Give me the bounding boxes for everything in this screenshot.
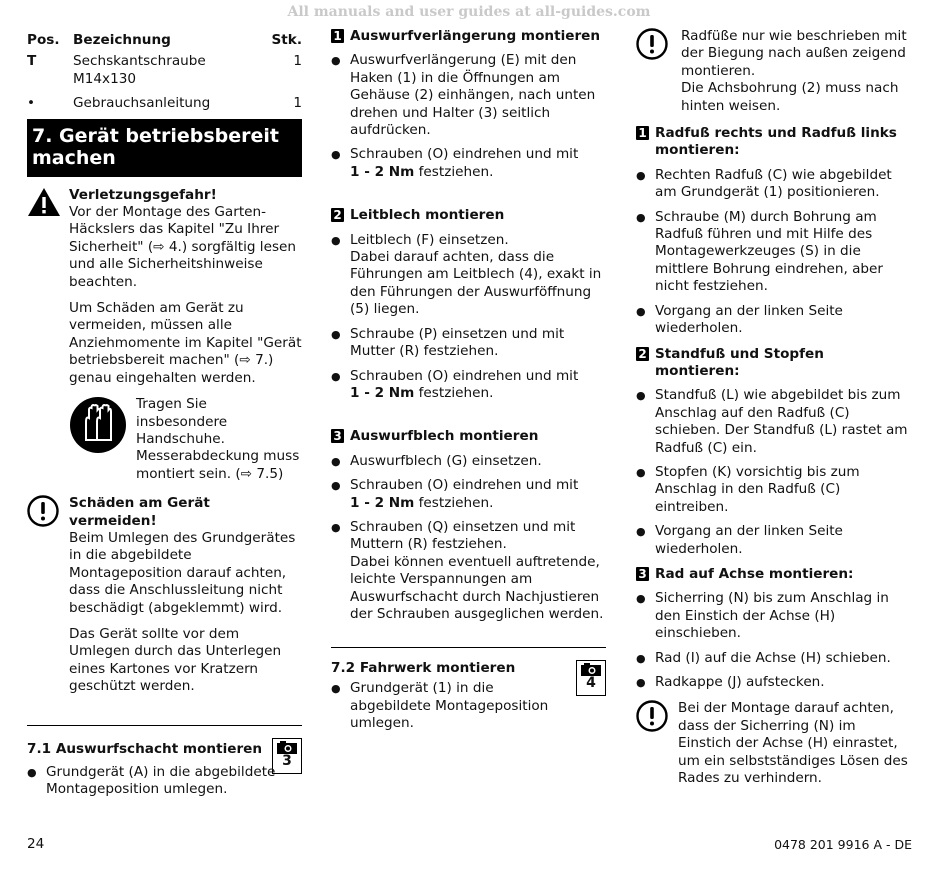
bullet: ● [636, 651, 646, 665]
bullet-text: Schrauben (O) eindrehen und mit [350, 367, 579, 384]
parts-table [27, 32, 302, 113]
list-item [636, 209, 910, 296]
bullet-text: Schrauben (O) eindrehen und mit [350, 477, 579, 494]
list-item [636, 523, 910, 558]
bullet-text: Standfuß (L) wie abgebildet bis zum Anschlag auf den Radfuß (C) schieben. Der Standfuß (L) rastet am Radfuß (C) ein. [655, 387, 908, 456]
section-heading [331, 207, 606, 224]
note-text: Bei der Montage darauf achten, dass der Sicherring (N) im Einstich der Achse (H) einrastet, um ein selbstständiges Lösen des Rades zu verhindern. [678, 700, 908, 787]
list-item [331, 368, 606, 403]
section-title: Auswurfblech montieren [350, 428, 539, 445]
exclamation-circle-icon [27, 495, 69, 695]
bullet: ● [331, 327, 341, 341]
bullet-text: Rad (I) auf die Achse (H) schieben. [655, 649, 891, 666]
cardboard-paragraph: Das Gerät sollte vor dem Umlegen durch das Unterlegen eines Kartones vor Kratzern geschützt werden. [69, 625, 282, 695]
row-name: Gebrauchsanleitung [73, 95, 211, 112]
section-heading [636, 346, 910, 381]
step-number: 1 [331, 29, 344, 43]
gloves-icon [69, 396, 136, 483]
chapter-heading: 7. Gerät betriebsbereit machen [27, 119, 302, 177]
bullet: ● [636, 210, 646, 224]
warning-title: Schäden am Gerät vermeiden! [69, 495, 210, 529]
bullet-text: Schrauben (O) eindrehen und mit [350, 146, 579, 163]
list-item [331, 519, 606, 623]
list-item [331, 326, 606, 361]
divider [331, 647, 606, 648]
bullet-text: Auswurfblech (G) einsetzen. [350, 452, 542, 469]
list-item [636, 590, 910, 642]
bullet-text: Leitblech (F) einsetzen. [350, 231, 509, 248]
bullet: ● [331, 148, 341, 162]
list-item [636, 387, 910, 457]
list-item [331, 232, 606, 319]
torque-value: 1 - 2 Nm [350, 163, 415, 180]
gloves-text: Tragen Sie insbesondere Handschuhe. Messerabdeckung muss montiert sein. (⇨ 7.5) [136, 396, 300, 482]
note-text: Die Achsbohrung (2) muss nach hinten weisen. [681, 80, 899, 114]
section-heading [636, 125, 910, 160]
bullet: ● [636, 304, 646, 318]
figure-number: 4 [586, 675, 596, 692]
bullet: ● [636, 168, 646, 182]
bullet-text: festziehen. [414, 163, 494, 180]
table-row [27, 95, 302, 112]
figure-ref [576, 660, 606, 696]
header-pos: Pos. [27, 32, 60, 48]
list-item [27, 764, 302, 799]
step-number: 1 [636, 126, 649, 140]
parts-header-row [27, 32, 302, 53]
exclamation-circle-icon [636, 700, 678, 787]
row-pos: • [27, 95, 36, 112]
bullet-text: Sicherring (N) bis zum Anschlag in den Einstich der Achse (H) einschieben. [655, 590, 889, 642]
bullet: ● [27, 765, 37, 779]
bullet: ● [636, 525, 646, 539]
bullet-text: Grundgerät (A) in die abgebildete Montageposition umlegen. [46, 763, 276, 797]
bullet: ● [331, 520, 341, 534]
bullet-text: Radkappe (J) aufstecken. [655, 674, 825, 690]
row-name: Sechskantschraube M14x130 [73, 53, 206, 87]
bullet-text: Schraube (P) einsetzen und mit Mutter (R) festziehen. [350, 325, 565, 360]
bullet-text: festziehen. [414, 384, 494, 401]
bullet: ● [636, 389, 646, 403]
section-title: Standfuß und Stopfen montieren: [655, 345, 824, 379]
bullet: ● [636, 465, 646, 479]
step-number: 2 [331, 208, 344, 222]
list-item [331, 453, 606, 470]
row-pos: T [27, 53, 37, 70]
bullet: ● [331, 454, 341, 468]
bullet: ● [636, 592, 646, 606]
list-item [331, 52, 606, 139]
note-text: Radfüße nur wie beschrieben mit der Biegung nach außen zeigend montieren. [681, 28, 907, 79]
list-item [331, 680, 606, 732]
bullet-text: Dabei können eventuell auftretende, leichte Verspannungen am Auswurfschacht durch Nachjustieren der Schrauben ausgeglichen werden. [350, 553, 604, 622]
section-heading [331, 28, 606, 45]
warning-triangle-icon [27, 187, 69, 387]
row-qty: 1 [293, 95, 302, 112]
section-title: Leitblech montieren [350, 207, 505, 224]
list-item [636, 303, 910, 338]
torque-value: 1 - 2 Nm [350, 384, 415, 401]
section-title: 7.2 Fahrwerk montieren [331, 660, 516, 677]
figure-number: 3 [282, 752, 292, 769]
bullet: ● [636, 676, 646, 689]
column-2 [331, 24, 606, 733]
bullet-text: Vorgang an der linken Seite wiederholen. [655, 523, 843, 557]
list-item [636, 674, 910, 691]
bullet-text: Stopfen (K) vorsichtig bis zum Anschlag in den Radfuß (C) eintreiben. [655, 463, 860, 515]
warning-text: Beim Umlegen des Grundgerätes in die abgebildete Montageposition darauf achten, dass die Anschlussleitung nicht beschädigt (abgeklemmt) wird. [69, 529, 296, 616]
bullet-text: festziehen. [414, 494, 494, 511]
bullet-text: Dabei darauf achten, dass die Führungen am Leitblech (4), exakt in den Führungen der Auswurföffnung (5) liegen. [350, 249, 602, 318]
bullet-text: Schrauben (Q) einsetzen und mit Muttern (R) festziehen. [350, 518, 576, 553]
bullet-text: Rechten Radfuß (C) wie abgebildet am Grundgerät (1) positionieren. [655, 166, 892, 201]
bullet: ● [331, 682, 341, 696]
injury-warning [27, 187, 302, 387]
section-title: Auswurfverlängerung montieren [350, 28, 601, 44]
step-number: 2 [636, 347, 649, 361]
section-title: Rad auf Achse montieren: [655, 565, 854, 582]
list-item [636, 464, 910, 516]
step-number: 3 [331, 429, 344, 443]
table-row [27, 53, 302, 95]
list-item [636, 650, 910, 667]
warning-text: Vor der Montage des Garten-Häckslers das Kapitel "Zu Ihrer Sicherheit" (⇨ 4.) sorgfältig lesen und alle Sicherheitshinweise beachten. [69, 204, 297, 290]
torque-paragraph: Um Schäden am Gerät zu vermeiden, müssen alle Anziehmomente im Kapitel "Gerät betriebsbereit machen" (⇨ 7.) genau eingehalten werden. [69, 300, 302, 386]
page-number: 24 [27, 836, 45, 852]
gloves-note [27, 396, 302, 483]
ring-note [636, 700, 910, 787]
bullet: ● [331, 233, 341, 247]
watermark: All manuals and user guides at all-guides.com [287, 4, 651, 20]
bullet-text: Grundgerät (1) in die abgebildete Montageposition umlegen. [350, 680, 549, 732]
step-number: 3 [636, 567, 649, 581]
list-item [331, 477, 606, 512]
column-1 [27, 24, 302, 798]
document-code: 0478 201 9916 A - DE [774, 837, 912, 852]
bullet: ● [331, 479, 341, 493]
section-heading [331, 428, 606, 445]
bullet-text: Auswurfverlängerung (E) mit den Haken (1) in die Öffnungen am Gehäuse (2) einhängen, nach unten drehen und Halter (3) seitlich aufdrücken. [350, 52, 596, 139]
bullet-text: Schraube (M) durch Bohrung am Radfuß führen und mit Hilfe des Montagewerkzeuges (S) in die mittlere Bohrung eindrehen, aber nicht festziehen. [655, 208, 884, 295]
header-qty: Stk. [271, 32, 302, 48]
bullet-text: Vorgang an der linken Seite wiederholen. [655, 302, 843, 337]
mounting-note [636, 28, 910, 115]
section-heading [636, 566, 910, 583]
section-title: Radfuß rechts und Radfuß links montieren: [655, 125, 897, 159]
exclamation-circle-icon [636, 28, 681, 115]
list-item [636, 167, 910, 202]
row-qty: 1 [293, 53, 302, 70]
divider [27, 725, 302, 726]
torque-value: 1 - 2 Nm [350, 494, 415, 511]
damage-warning [27, 495, 302, 695]
bullet: ● [331, 369, 341, 383]
section-title: 7.1 Auswurfschacht montieren [27, 740, 263, 757]
list-item [331, 146, 606, 181]
column-3 [636, 24, 910, 787]
header-name: Bezeichnung [73, 32, 171, 48]
warning-title: Verletzungsgefahr! [69, 186, 217, 203]
bullet: ● [331, 54, 341, 68]
